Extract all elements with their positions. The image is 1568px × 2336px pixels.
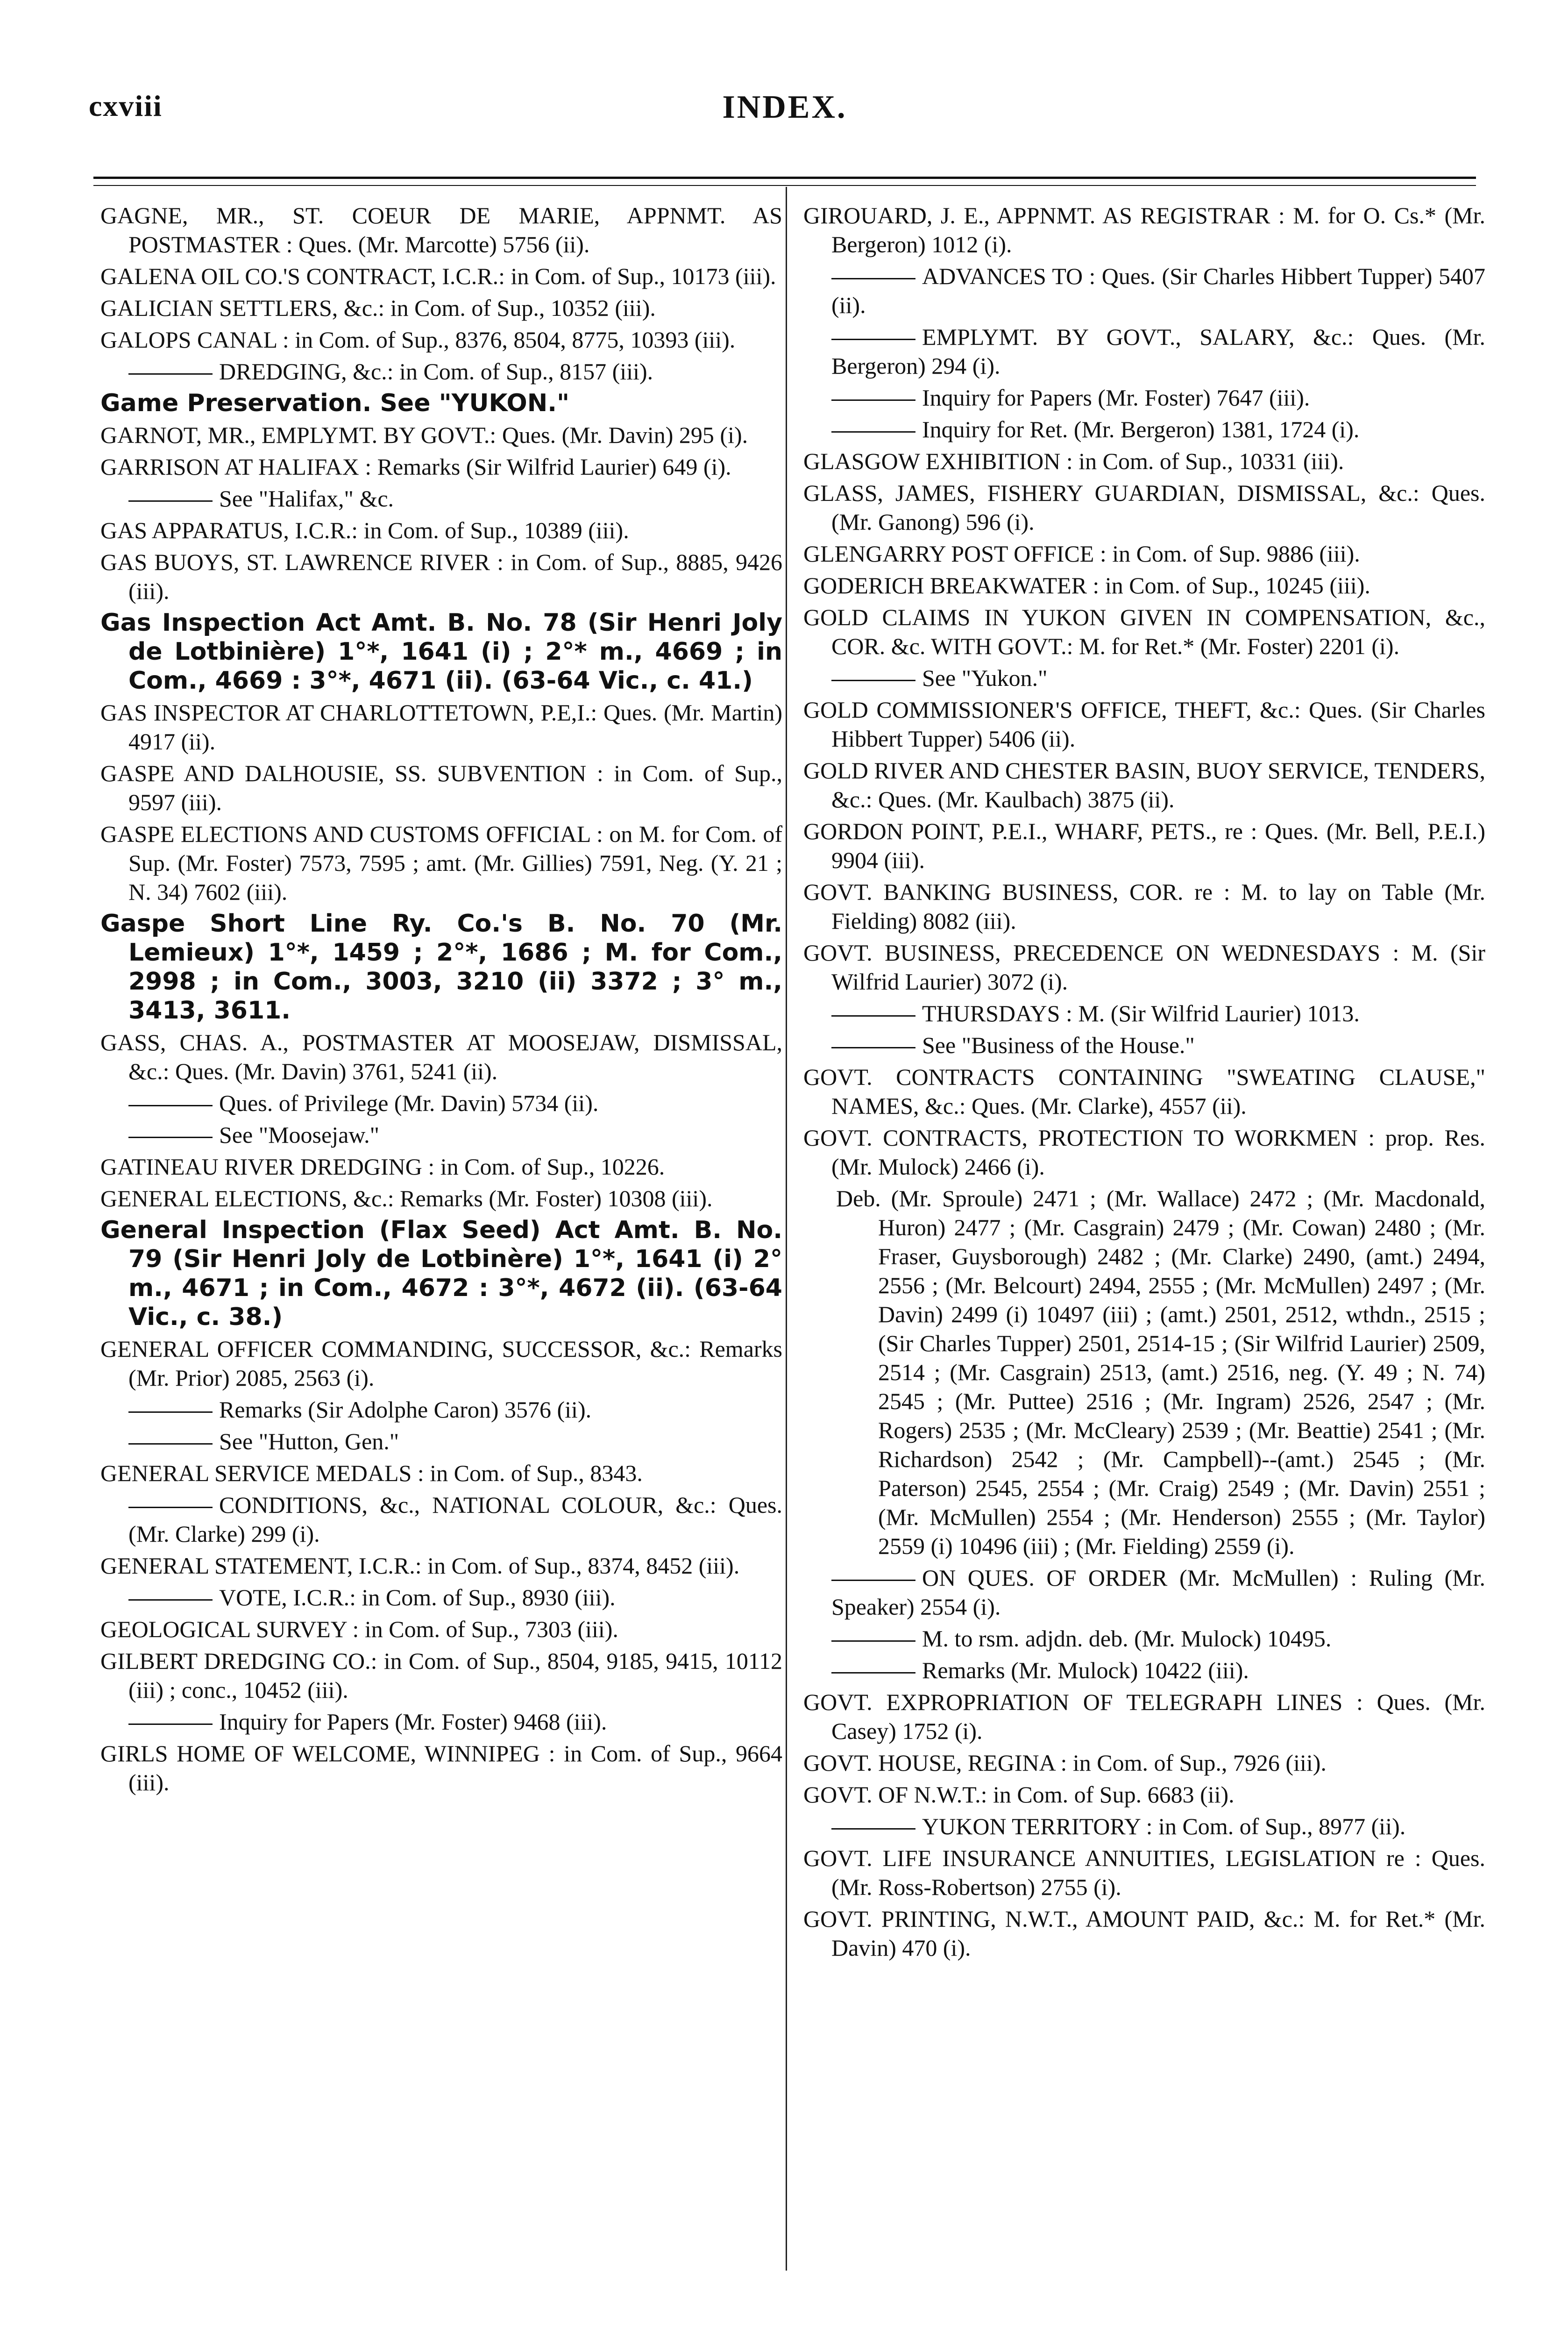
entry-text: GASS, CHAS. A., POSTMASTER AT MOOSEJAW, DISMISSAL, &c.: Ques. (Mr. Davin) 3761, 5241 (ii). [100,1029,782,1084]
index-entry [100,698,782,756]
index-entry [803,877,1485,935]
ditto-dash [831,1047,915,1048]
page-title: INDEX. [722,89,847,125]
index-subentry [803,1031,1485,1060]
index-subentry [100,1089,782,1118]
index-entry [100,1152,782,1181]
index-entry [803,1780,1485,1809]
index-subentry [803,1563,1485,1621]
entry-text: GILBERT DREDGING CO.: in Com. of Sup., 8504, 9185, 9415, 10112 (iii) ; conc., 10452 (iii). [100,1648,782,1703]
entry-text: GOVT. PRINTING, N.W.T., AMOUNT PAID, &c.: M. for Ret.* (Mr. Davin) 470 (i). [803,1906,1485,1961]
index-subentry [100,357,782,386]
index-subentry [100,1707,782,1736]
index-entry [100,1184,782,1213]
ditto-dash [128,373,213,375]
ditto-dash [831,278,915,279]
index-entry [100,420,782,449]
index-entry [100,1028,782,1086]
entry-text: GAS INSPECTOR AT CHARLOTTETOWN, P.E,I.: Ques. (Mr. Martin) 4917 (ii). [100,699,782,755]
ditto-dash [831,1672,915,1674]
entry-text: GENERAL OFFICER COMMANDING, SUCCESSOR, &c.: Remarks (Mr. Prior) 2085, 2563 (i). [100,1336,782,1391]
entry-text: YUKON TERRITORY : in Com. of Sup., 8977 (ii). [922,1813,1406,1839]
index-entry [100,1334,782,1392]
index-entry [100,759,782,817]
entry-text: General Inspection (Flax Seed) Act Amt. B. No. 79 (Sir Henri Joly de Lotbinère) 1°*, 1641 (i) 2° m., 4671 ; in Com., 4672 : 3°*, 4672 (ii). (63-64 Vic., c. 38.) [100,1216,782,1331]
entry-text: EMPLYMT. BY GOVT., SALARY, &c.: Ques. (Mr. Bergeron) 294 (i). [831,324,1485,379]
header-rule [93,177,1476,179]
entry-text: GALENA OIL CO.'S CONTRACT, I.C.R.: in Com. of Sup., 10173 (iii). [100,263,776,289]
entry-text: GIRLS HOME OF WELCOME, WINNIPEG : in Com. of Sup., 9664 (iii). [100,1740,782,1795]
index-subentry [100,1395,782,1424]
index-subentry [803,999,1485,1028]
index-subentry [803,415,1485,444]
entry-text: GLASGOW EXHIBITION : in Com. of Sup., 10331 (iii). [803,448,1344,474]
ditto-dash [831,399,915,401]
ditto-dash [128,1599,213,1601]
entry-text: GARNOT, MR., EMPLYMT. BY GOVT.: Ques. (Mr. Davin) 295 (i). [100,422,748,448]
entry-text: Ques. of Privilege (Mr. Davin) 5734 (ii). [219,1090,599,1116]
entry-text: GOVT. LIFE INSURANCE ANNUITIES, LEGISLATION re : Ques. (Mr. Ross-Robertson) 2755 (i). [803,1845,1485,1900]
entry-text: Remarks (Sir Adolphe Caron) 3576 (ii). [219,1396,592,1423]
index-subentry [100,1583,782,1612]
entry-text: GLASS, JAMES, FISHERY GUARDIAN, DISMISSAL, &c.: Ques. (Mr. Ganong) 596 (i). [803,480,1485,535]
entry-text: THURSDAYS : M. (Sir Wilfrid Laurier) 1013. [922,1000,1360,1026]
entry-text: GENERAL SERVICE MEDALS : in Com. of Sup., 8343. [100,1460,643,1486]
entry-text: GOVT. CONTRACTS CONTAINING "SWEATING CLAUSE," NAMES, &c.: Ques. (Mr. Clarke), 4557 (ii). [803,1064,1485,1119]
index-entry [803,1123,1485,1181]
index-entry [100,201,782,259]
index-entry [100,1615,782,1644]
entry-text: GOLD CLAIMS IN YUKON GIVEN IN COMPENSATION, &c., COR. &c. WITH GOVT.: M. for Ret.* (Mr. Foster) 2201 (i). [803,604,1485,659]
index-entry [803,938,1485,996]
page-number: cxviii [89,89,163,122]
entry-text: See "Yukon." [922,665,1048,691]
ditto-dash [128,1105,213,1106]
entry-text: GEOLOGICAL SURVEY : in Com. of Sup., 7303 (iii). [100,1616,618,1642]
entry-text: GENERAL STATEMENT, I.C.R.: in Com. of Sup., 8374, 8452 (iii). [100,1553,740,1579]
index-entry [100,1216,782,1332]
entry-text: ON QUES. OF ORDER (Mr. McMullen) : Ruling (Mr. Speaker) 2554 (i). [831,1565,1485,1620]
left-column [100,201,782,1800]
entry-text: Inquiry for Ret. (Mr. Bergeron) 1381, 1724 (i). [922,416,1360,442]
index-entry [803,539,1485,568]
index-entry [803,756,1485,814]
index-entry [100,909,782,1025]
entry-text: GIROUARD, J. E., APPNMT. AS REGISTRAR : M. for O. Cs.* (Mr. Bergeron) 1012 (i). [803,202,1485,257]
entry-text: GOVT. HOUSE, REGINA : in Com. of Sup., 7926 (iii). [803,1750,1327,1776]
ditto-dash [128,1724,213,1725]
entry-text: GALICIAN SETTLERS, &c.: in Com. of Sup., 10352 (iii). [100,295,656,321]
entry-text: GOVT. CONTRACTS, PROTECTION TO WORKMEN : prop. Res. (Mr. Mulock) 2466 (i). [803,1125,1485,1180]
index-subentry [100,1427,782,1456]
entry-text: GOVT. EXPROPRIATION OF TELEGRAPH LINES : Ques. (Mr. Casey) 1752 (i). [803,1689,1485,1744]
entry-text: VOTE, I.C.R.: in Com. of Sup., 8930 (iii). [219,1584,616,1610]
entry-text: GATINEAU RIVER DREDGING : in Com. of Sup., 10226. [100,1154,665,1180]
ditto-dash [128,1507,213,1508]
entry-text: GOLD COMMISSIONER'S OFFICE, THEFT, &c.: Ques. (Sir Charles Hibbert Tupper) 5406 (ii). [803,697,1485,752]
entry-text: Gaspe Short Line Ry. Co.'s B. No. 70 (Mr. Lemieux) 1°*, 1459 ; 2°*, 1686 ; M. for Com., 2998 ; in Com., 3003, 3210 (ii) 3372 ; 3° m., 3413, 3611. [100,910,782,1025]
index-entry [100,1551,782,1580]
index-entry [803,447,1485,476]
entry-text: GALOPS CANAL : in Com. of Sup., 8376, 8504, 8775, 10393 (iii). [100,327,736,353]
entry-text: CONDITIONS, &c., NATIONAL COLOUR, &c.: Ques. (Mr. Clarke) 299 (i). [128,1492,782,1547]
entry-text: DREDGING, &c.: in Com. of Sup., 8157 (iii). [219,358,653,385]
entry-text: See "Hutton, Gen." [219,1428,399,1454]
index-entry [100,819,782,906]
ditto-dash [128,500,213,502]
index-entry [803,1062,1485,1120]
entry-text: GAS BUOYS, ST. LAWRENCE RIVER : in Com. of Sup., 8885, 9426 (iii). [100,549,782,604]
index-subentry [803,383,1485,412]
index-subentry [803,663,1485,692]
index-entry [100,389,782,418]
page-header [89,89,1481,140]
entry-text: M. to rsm. adjdn. deb. (Mr. Mulock) 10495. [922,1625,1332,1652]
header-rule-thin [93,185,1476,186]
entry-text: GAS APPARATUS, I.C.R.: in Com. of Sup., 10389 (iii). [100,517,629,543]
entry-text: Inquiry for Papers (Mr. Foster) 7647 (iii). [922,385,1310,411]
entry-text: GASPE AND DALHOUSIE, SS. SUBVENTION : in Com. of Sup., 9597 (iii). [100,760,782,815]
entry-text: GORDON POINT, P.E.I., WHARF, PETS., re : Ques. (Mr. Bell, P.E.I.) 9904 (iii). [803,818,1485,873]
ditto-dash [831,680,915,681]
entry-text: GAGNE, MR., ST. COEUR DE MARIE, APPNMT. AS POSTMASTER : Ques. (Mr. Marcotte) 5756 (ii). [100,202,782,257]
index-subentry [100,1490,782,1548]
ditto-dash [128,1443,213,1445]
ditto-dash [831,1580,915,1581]
index-entry [100,262,782,291]
index-entry [803,817,1485,875]
index-subentry [100,484,782,513]
index-debate-entry [803,1184,1485,1560]
index-entry [803,603,1485,661]
index-entry [803,478,1485,536]
index-entry [803,695,1485,753]
index-entry [100,325,782,354]
index-entry [803,571,1485,600]
index-entry [100,1646,782,1704]
index-entry [803,1844,1485,1902]
index-entry [100,548,782,605]
entry-text: Remarks (Mr. Mulock) 10422 (iii). [922,1657,1249,1683]
entry-text: GLENGARRY POST OFFICE : in Com. of Sup. 9886 (iii). [803,541,1360,567]
index-entry [100,293,782,322]
index-subentry [100,1120,782,1149]
entry-text: Inquiry for Papers (Mr. Foster) 9468 (iii). [219,1709,607,1735]
index-entry [100,1459,782,1488]
index-subentry [803,262,1485,320]
right-column [803,201,1485,1965]
index-subentry [803,322,1485,380]
index-subentry [803,1656,1485,1685]
entry-text: GOVT. OF N.W.T.: in Com. of Sup. 6683 (ii). [803,1781,1235,1808]
ditto-dash [831,339,915,340]
ditto-dash [831,1640,915,1642]
index-entry [803,1904,1485,1962]
entry-text: GODERICH BREAKWATER : in Com. of Sup., 10245 (iii). [803,572,1370,598]
entry-text: GOVT. BUSINESS, PRECEDENCE ON WEDNESDAYS : M. (Sir Wilfrid Laurier) 3072 (i). [803,940,1485,995]
ditto-dash [128,1411,213,1413]
entry-text: GENERAL ELECTIONS, &c.: Remarks (Mr. Foster) 10308 (iii). [100,1185,713,1211]
entry-text: GARRISON AT HALIFAX : Remarks (Sir Wilfrid Laurier) 649 (i). [100,454,731,480]
index-entry [100,608,782,695]
entry-text: GASPE ELECTIONS AND CUSTOMS OFFICIAL : on M. for Com. of Sup. (Mr. Foster) 7573, 7595 ; amt. (Mr. Gillies) 7591, Neg. (Y. 21 ; N. 34) 7602 (iii). [100,821,782,905]
ditto-dash [831,1828,915,1830]
entry-text: ADVANCES TO : Ques. (Sir Charles Hibbert Tupper) 5407 (ii). [831,263,1485,318]
index-entry [803,1688,1485,1745]
entry-text: Deb. (Mr. Sproule) 2471 ; (Mr. Wallace) 2472 ; (Mr. Macdonald, Huron) 2477 ; (Mr. Casgrain) 2479 ; (Mr. Cowan) 2480 ; (Mr. Fraser, Guysborough) 2482 ; (Mr. Clarke) 2490, (amt.) 2494, 2556 ; (Mr. Belcourt) 2494, 2555 ; (Mr. McMullen) 2497 ; (Mr. Davin) 2499 (i) 10497 (iii) ; (amt.) 2501, 2512, wthdn., 2515 ; (Sir Charles Tupper) 2501, 2514-15 ; (Sir Wilfrid Laurier) 2509, 2514 ; (Mr. Casgrain) 2513, (amt.) 2516, neg. (Y. 49 ; N. 74) 2545 ; (Mr. Puttee) 2516 ; (Mr. Ingram) 2526, 2547 ; (Mr. Rogers) 2535 ; (Mr. McCleary) 2539 ; (Mr. Beattie) 2541 ; (Mr. Richardson) 2542 ; (Mr. Campbell)--(amt.) 2545 ; (Mr. Paterson) 2545, 2554 ; (Mr. Craig) 2549 ; (Mr. Davin) 2551 ; (Mr. McMullen) 2554 ; (Mr. Henderson) 2555 ; (Mr. Taylor) 2559 (i) 10496 (iii) ; (Mr. Fielding) 2559 (i). [836,1185,1485,1559]
index-entry [803,1748,1485,1777]
index-subentry [803,1812,1485,1841]
ditto-dash [128,1137,213,1138]
entry-text: See "Business of the House." [922,1032,1195,1058]
entry-text: GOVT. BANKING BUSINESS, COR. re : M. to lay on Table (Mr. Fielding) 8082 (iii). [803,879,1485,934]
column-divider [786,187,787,2271]
index-subentry [803,1624,1485,1653]
entry-text: GOLD RIVER AND CHESTER BASIN, BUOY SERVICE, TENDERS, &c.: Ques. (Mr. Kaulbach) 3875 (ii). [803,757,1485,812]
entry-text: See "Moosejaw." [219,1122,380,1148]
index-entry [100,452,782,481]
index-entry [803,201,1485,259]
entry-text: Gas Inspection Act Amt. B. No. 78 (Sir Henri Joly de Lotbinière) 1°*, 1641 (i) ; 2°* m., 4669 ; in Com., 4669 : 3°*, 4671 (ii). (63-64 Vic., c. 41.) [100,609,782,695]
index-entry [100,516,782,545]
entry-text: See "Halifax," &c. [219,485,394,512]
index-entry [100,1739,782,1797]
ditto-dash [831,431,915,433]
ditto-dash [831,1015,915,1017]
entry-text: Game Preservation. See "YUKON." [100,389,570,417]
